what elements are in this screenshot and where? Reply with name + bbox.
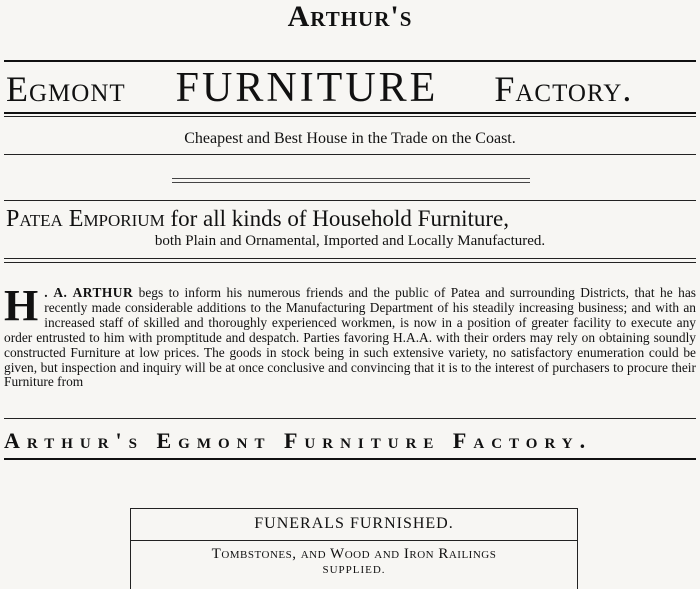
announcement-body: [4, 281, 696, 390]
funerals-title: FUNERALS FURNISHED.: [254, 515, 454, 532]
emporium-line-rest: for all kinds of Household Furniture,: [164, 206, 510, 231]
funerals-supplied: SUPPLIED.: [322, 564, 386, 576]
short-rule-1: [172, 178, 530, 179]
funerals-divider: [131, 540, 577, 541]
emporium-line: [6, 206, 696, 233]
tagline: Cheapest and Best House in the Trade on the Coast.: [184, 130, 516, 147]
top-rule: [4, 60, 696, 62]
emporium-name: Patea Emporium: [6, 206, 165, 232]
rule-under-emporium-2: [4, 262, 696, 263]
rule-under-footer: [4, 458, 696, 460]
funerals-tombstones: Tombstones, and Wood and Iron Railings: [211, 546, 497, 562]
lead-name: . A. ARTHUR: [44, 285, 134, 300]
rule-under-factory-thin: [4, 116, 696, 117]
short-rule-2: [172, 182, 530, 183]
rule-above-emporium: [4, 200, 696, 201]
funerals-box: [130, 508, 578, 589]
title-arthurs: Arthur's: [287, 0, 413, 33]
title-factory-middle: FURNITURE: [175, 65, 439, 111]
footer-factory-line: Arthur's Egmont Furniture Factory.: [4, 428, 593, 453]
dropcap: H: [4, 281, 39, 330]
rule-under-emporium: [4, 258, 696, 259]
title-factory-prefix: Egmont: [6, 69, 126, 109]
title-factory: [6, 64, 696, 112]
title-factory-suffix: Factory.: [494, 69, 633, 109]
body-text: begs to inform his numerous friends and the public of Patea and surrounding Districts, that he has recently made considerable additions to the Manufacturing Department of his steadily increasing business; and with an increased staff of skilled and thoroughly experienced workmen, is now in a position of greater facility to execute any order entrusted to him with promptitude and despatch. Parties favoring H.A.A. with their orders may rely on obtaining soundly constructed Furniture at low prices. The goods in stock being in such extensive variety, no satisfactory enumeration could be given, but inspection and inquiry will be at once conclusive and convincing that it is to the interest of purchasers to procure their Furniture from: [4, 285, 696, 390]
rule-above-footer: [4, 418, 696, 419]
rule-under-tagline: [4, 154, 696, 155]
emporium-subline: both Plain and Ornamental, Imported and Locally Manufactured.: [154, 233, 546, 249]
rule-under-factory: [4, 112, 696, 114]
